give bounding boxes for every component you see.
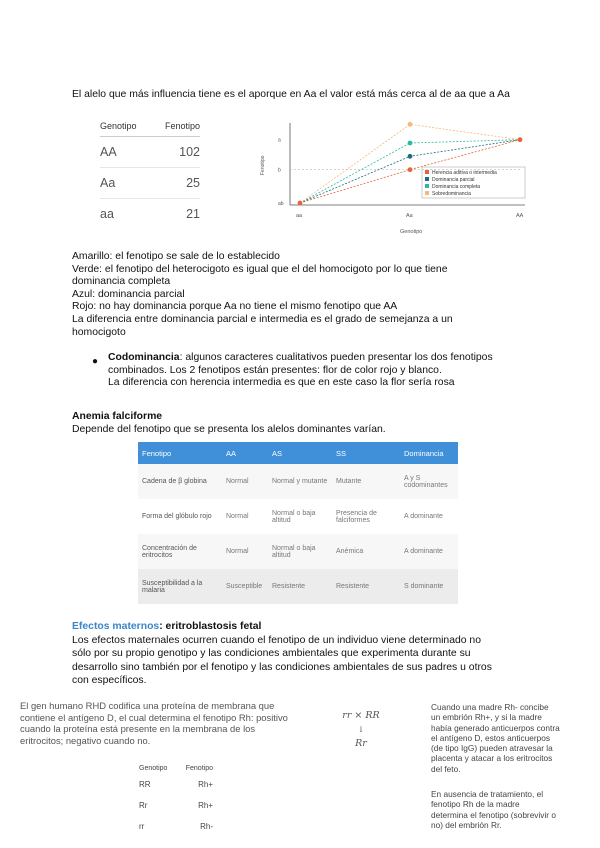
note-line: del feto.	[431, 763, 461, 774]
x-tick-label: AA	[516, 213, 524, 219]
cell: Rh+	[198, 801, 213, 810]
cell: Normal	[222, 464, 268, 499]
right-note-b	[431, 789, 591, 830]
note-line: Cuando una madre Rh- concibe	[431, 702, 549, 712]
efectos-title	[72, 621, 261, 634]
note-line: Rojo: no hay dominancia porque Aa no tiene el mismo fenotipo que AA	[72, 301, 398, 313]
table-row	[139, 774, 213, 795]
cell: Aa	[100, 176, 116, 190]
table-row	[139, 795, 213, 816]
bullet-icon: ●	[92, 356, 99, 367]
cross-top: rr × RR	[342, 710, 380, 721]
cell: A y S codominantes	[400, 464, 458, 499]
bullet-line: combinados. Los 2 fenotipos están presentes: flor de color rojo y blanco.	[108, 364, 442, 376]
legend-swatch	[425, 191, 429, 195]
data-point	[518, 137, 523, 142]
note-line: determina el fenotipo (sobrevivir o	[431, 809, 556, 820]
intro-text: El alelo que más influencia tiene es el aporque en Aa el valor está más cerca al de aa que a Aa	[72, 89, 510, 100]
y-tick-label: ab	[278, 201, 284, 207]
header-fenotipo: Fenotipo	[164, 121, 200, 131]
legend-swatch	[425, 177, 429, 181]
note-line: Amarillo: el fenotipo se sale de lo establecido	[72, 251, 280, 262]
data-point	[408, 167, 413, 172]
th: Genotipo	[139, 764, 168, 772]
cross-bottom: Rr	[355, 738, 367, 749]
x-tick-label: aa	[296, 213, 303, 219]
note-line: un embrión Rh+, y si la madre	[431, 712, 542, 723]
cell: Susceptibilidad a la malaria	[138, 569, 222, 604]
cell: AA	[100, 145, 117, 159]
legend-label: Sobredominancia	[432, 191, 471, 197]
th: Fenotipo	[185, 764, 213, 772]
data-point	[298, 201, 303, 206]
th: AA	[222, 442, 268, 464]
note-line: En ausencia de tratamiento, el	[431, 789, 544, 799]
cell: Cadena de β globina	[138, 464, 222, 499]
note-line: fenotipo Rh de la madre	[431, 799, 520, 810]
efectos-title-colored: Efectos maternos	[72, 621, 160, 632]
cell: A dominante	[400, 499, 458, 534]
gen-line: contiene el antígeno D, el cual determina el fenotipo Rh: positivo	[20, 711, 288, 723]
cell: Rh+	[198, 780, 213, 789]
cell: Presencia de falciformes	[332, 499, 400, 534]
rh-table-header	[139, 762, 213, 774]
note-line: Azul: dominancia parcial	[72, 288, 185, 300]
header-genotipo: Genotipo	[100, 121, 137, 131]
para-line: desarrollo sino también por el fenotipo y las condiciones ambientales de sus padres u otros	[72, 661, 492, 673]
note-line: no) del embrión Rr.	[431, 819, 502, 830]
cell: 25	[186, 176, 200, 190]
anemia-table	[138, 442, 458, 604]
cell: Normal	[222, 499, 268, 534]
cell: Normal	[222, 534, 268, 569]
x-tick-label: Aa	[406, 213, 413, 219]
note-line: homocigoto	[72, 326, 126, 338]
gen-rhd-text	[20, 700, 330, 746]
cell: A dominante	[400, 534, 458, 569]
table-row	[100, 168, 200, 199]
cell: Concentración de eritrocitos	[138, 534, 222, 569]
data-point	[408, 141, 413, 146]
legend-label: Dominancia parcial	[432, 177, 475, 183]
gen-line: El gen humano RHD codifica una proteína de membrana que	[20, 700, 275, 711]
cell: Mutante	[332, 464, 400, 499]
y-tick-label: b	[278, 167, 281, 174]
x-axis-label: Genotipo	[400, 229, 423, 235]
legend-swatch	[425, 170, 429, 174]
cell: Normal o baja altitud	[268, 534, 332, 569]
note-line: placenta y atacar a los eritrocitos	[431, 753, 553, 764]
gen-line: eritrocitos; negativo cuando no.	[20, 734, 151, 746]
note-line: La diferencia entre dominancia parcial e intermedia es el grado de semejanza a un	[72, 313, 453, 325]
cell: Normal y mutante	[268, 464, 332, 499]
series-line	[300, 124, 520, 203]
data-point	[408, 154, 413, 159]
para-line: sólo por su propio genotipo y las condiciones ambientales que experimenta durante su	[72, 648, 471, 660]
notes-block	[72, 251, 532, 339]
bullet-term: Codominancia	[108, 352, 180, 363]
genotype-table	[100, 116, 200, 229]
genotype-table-header	[100, 116, 200, 137]
legend-label: Dominancia completa	[432, 184, 481, 190]
cell: Rr	[139, 801, 148, 810]
note-line: dominancia completa	[72, 276, 171, 288]
cell: aa	[100, 207, 114, 221]
anemia-subtitle: Depende del fenotipo que se presenta los alelos dominantes varían.	[72, 424, 386, 435]
table-row	[100, 137, 200, 168]
y-axis-label: Fenotipo	[260, 155, 266, 175]
data-point	[408, 122, 413, 127]
th: SS	[332, 442, 400, 464]
rh-table	[139, 762, 213, 837]
cell: Rh-	[200, 822, 213, 831]
cell: RR	[139, 780, 151, 789]
para-line: con específicos.	[72, 674, 147, 686]
th: Fenotipo	[138, 442, 222, 464]
codominancia-bullet	[108, 352, 538, 390]
para-line: Los efectos maternales ocurren cuando el fenotipo de un individuo viene determinado no	[72, 635, 481, 646]
table-row	[138, 499, 458, 534]
th: Dominancia	[400, 442, 458, 464]
cell: Susceptible	[222, 569, 268, 604]
th: AS	[268, 442, 332, 464]
table-row	[100, 199, 200, 229]
note-line: había generado anticuerpos contra	[431, 722, 560, 733]
cell: 21	[186, 207, 200, 221]
cell: Forma del glóbulo rojo	[138, 499, 222, 534]
cell: Anémica	[332, 534, 400, 569]
bullet-line: : algunos caracteres cualitativos pueden presentar los dos fenotipos	[179, 352, 493, 363]
note-line: el antígeno D, estos anticuerpos	[431, 732, 550, 743]
anemia-title: Anemia falciforme	[72, 411, 163, 422]
table-row	[139, 816, 213, 837]
legend-label: Herencia aditiva o intermedia	[432, 170, 497, 176]
cell: Resistente	[332, 569, 400, 604]
cell: S dominante	[400, 569, 458, 604]
table-row	[138, 569, 458, 604]
y-tick-label: a	[278, 137, 281, 144]
note-line: (de tipo IgG) pueden atravesar la	[431, 743, 553, 754]
legend-swatch	[425, 184, 429, 188]
down-arrow-icon: ↓	[357, 725, 365, 734]
cell: 102	[179, 145, 200, 159]
efectos-title-rest: : eritroblastosis fetal	[159, 621, 262, 632]
cell: Resistente	[268, 569, 332, 604]
dominance-chart	[260, 115, 540, 240]
note-line: Verde: el fenotipo del heterocigoto es igual que el del homocigoto por lo que tiene	[72, 263, 448, 275]
cross-diagram	[336, 709, 386, 751]
table-row	[138, 464, 458, 499]
cell: rr	[139, 822, 145, 831]
gen-line: cuando la proteína está presente en la membrana de los	[20, 723, 256, 734]
table-header-row	[138, 442, 458, 464]
table-row	[138, 534, 458, 569]
efectos-paragraph	[72, 634, 542, 687]
cell: Normal o baja altitud	[268, 499, 332, 534]
right-note-a	[431, 702, 591, 774]
bullet-line: La diferencia con herencia intermedia es que en este caso la flor sería rosa	[108, 377, 455, 389]
